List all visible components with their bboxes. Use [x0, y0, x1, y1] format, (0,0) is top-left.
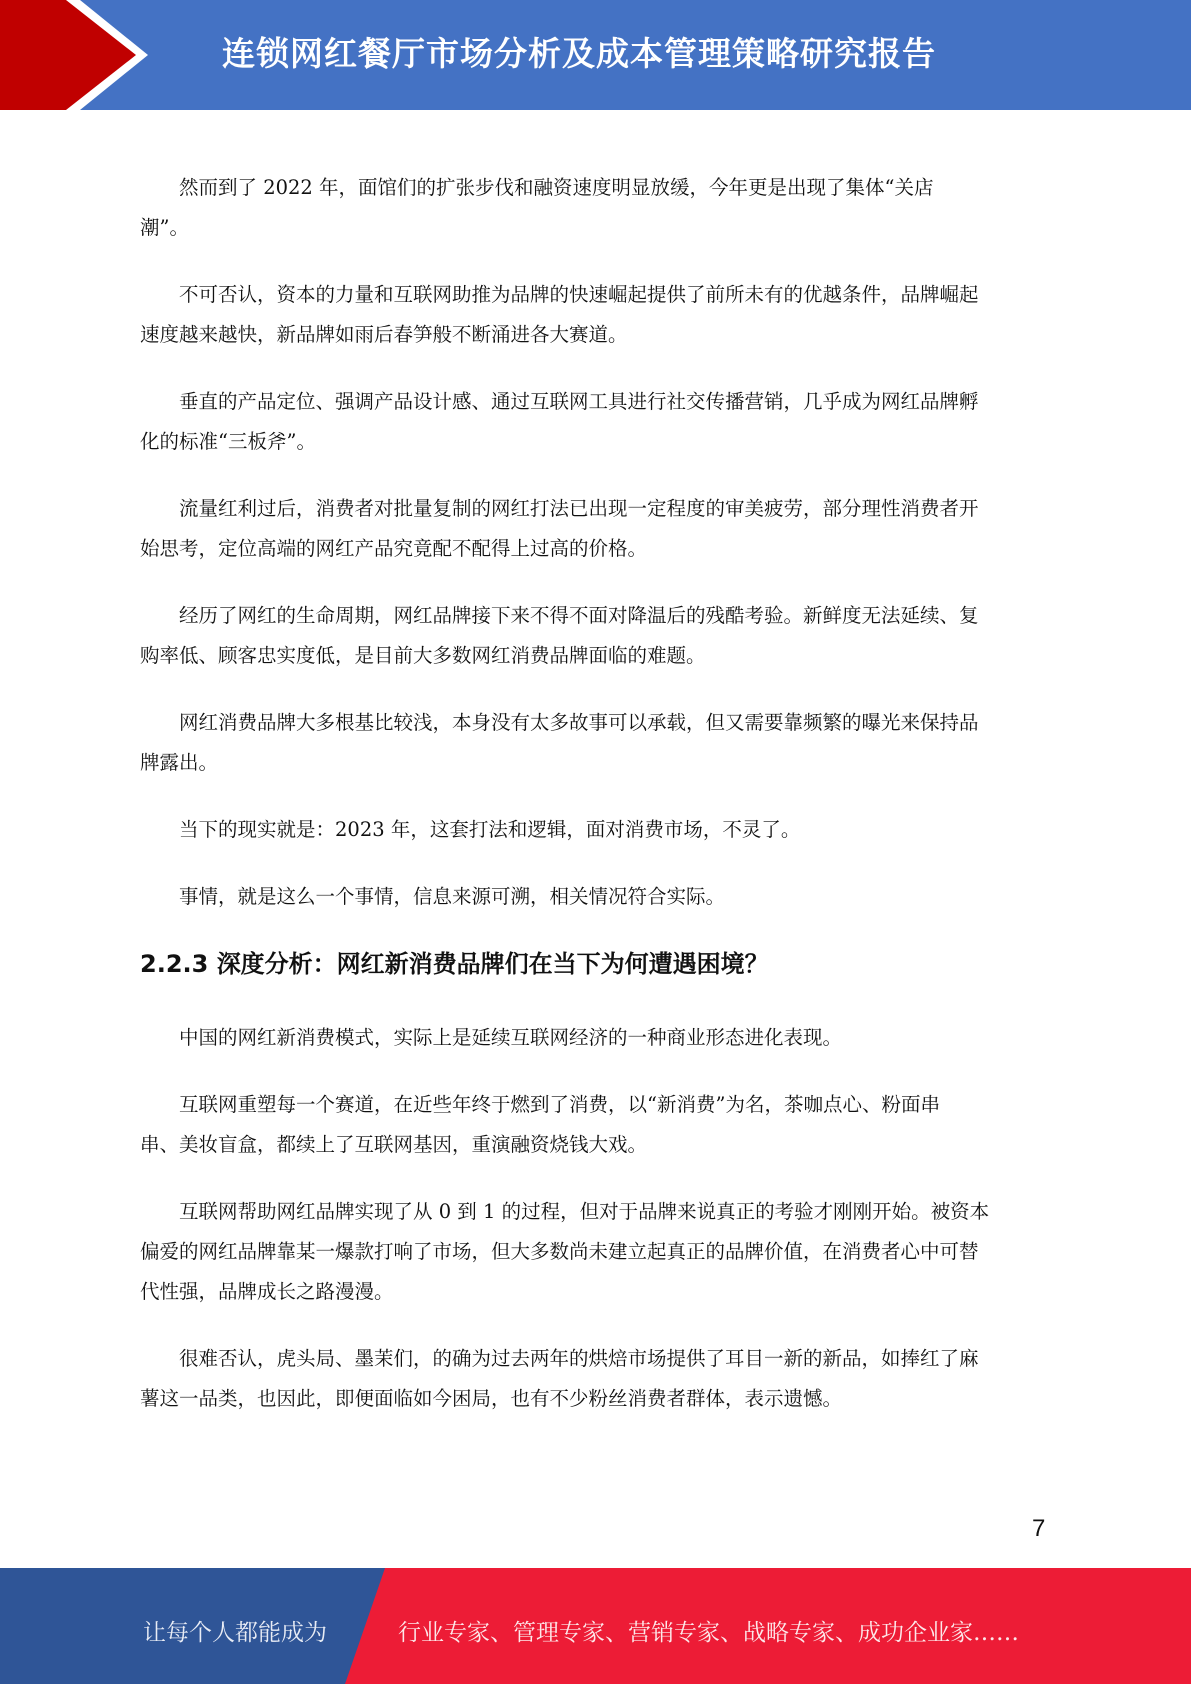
paragraph-line: 网红消费品牌大多根基比较浅，本身没有太多故事可以承载，但又需要靠频繁的曝光来保持品 — [179, 711, 979, 734]
paragraph-line: 不可否认，资本的力量和互联网助推为品牌的快速崛起提供了前所未有的优越条件，品牌崛起 — [179, 283, 979, 306]
paragraph-line: 潮”。 — [140, 216, 189, 239]
paragraph-line: 速度越来越快，新品牌如雨后春笋般不断涌进各大赛道。 — [140, 323, 628, 346]
paragraph-line: 始思考，定位高端的网红产品究竟配不配得上过高的价格。 — [140, 537, 648, 560]
paragraph-line: 互联网重塑每一个赛道，在近些年终于燃到了消费，以“新消费”为名，茶咖点心、粉面串 — [179, 1093, 940, 1116]
footer-slogan-left: 让每个人都能成为 — [143, 1620, 327, 1646]
paragraph-line: 偏爱的网红品牌靠某一爆款打响了市场，但大多数尚未建立起真正的品牌价值，在消费者心中可替 — [140, 1240, 979, 1263]
paragraph-line: 经历了网红的生命周期，网红品牌接下来不得不面对降温后的残酷考验。新鲜度无法延续、复 — [179, 604, 979, 627]
paragraph-line: 很难否认，虎头局、墨茉们，的确为过去两年的烘焙市场提供了耳目一新的新品，如捧红了麻 — [179, 1347, 979, 1370]
paragraph — [140, 703, 990, 783]
paragraph — [140, 382, 990, 462]
paragraph-line: 牌露出。 — [140, 751, 219, 774]
page-footer — [0, 1568, 1191, 1684]
paragraph — [140, 1085, 990, 1165]
page-header — [0, 0, 1191, 110]
paragraph — [140, 489, 990, 569]
paragraph — [140, 596, 990, 676]
paragraph-line: 互联网帮助网红品牌实现了从 0 到 1 的过程，但对于品牌来说真正的考验才刚刚开始。被资本 — [179, 1200, 990, 1223]
paragraph — [140, 877, 990, 917]
footer-slogan-right: 行业专家、管理专家、营销专家、战略专家、成功企业家…… — [398, 1620, 1019, 1646]
section-heading: 2.2.3 深度分析：网红新消费品牌们在当下为何遭遇困境？ — [140, 950, 769, 978]
header-arrow-decoration — [0, 0, 160, 110]
paragraph-line: 流量红利过后，消费者对批量复制的网红打法已出现一定程度的审美疲劳，部分理性消费者开 — [179, 497, 979, 520]
paragraph-line: 购率低、顾客忠实度低，是目前大多数网红消费品牌面临的难题。 — [140, 644, 706, 667]
paragraph — [140, 275, 990, 355]
paragraph — [140, 1339, 990, 1419]
paragraph-line: 中国的网红新消费模式，实际上是延续互联网经济的一种商业形态进化表现。 — [179, 1026, 843, 1049]
paragraph — [140, 810, 990, 850]
page-number: 7 — [1032, 1515, 1046, 1542]
paragraph-line: 串、美妆盲盒，都续上了互联网基因，重演融资烧钱大戏。 — [140, 1133, 648, 1156]
paragraph-line: 代性强，品牌成长之路漫漫。 — [140, 1280, 394, 1303]
paragraph-line: 当下的现实就是：2023 年，这套打法和逻辑，面对消费市场，不灵了。 — [179, 818, 801, 841]
paragraph-line: 事情，就是这么一个事情，信息来源可溯，相关情况符合实际。 — [179, 885, 726, 908]
paragraph-line: 然而到了 2022 年，面馆们的扩张步伐和融资速度明显放缓，今年更是出现了集体“关店 — [179, 176, 934, 199]
paragraph-line: 垂直的产品定位、强调产品设计感、通过互联网工具进行社交传播营销，几乎成为网红品牌孵 — [179, 390, 979, 413]
paragraph — [140, 1192, 990, 1312]
document-title: 连锁网红餐厅市场分析及成本管理策略研究报告 — [222, 34, 936, 73]
paragraph-line: 薯这一品类，也因此，即便面临如今困局，也有不少粉丝消费者群体，表示遗憾。 — [140, 1387, 843, 1410]
paragraph-line: 化的标准“三板斧”。 — [140, 430, 316, 453]
paragraph — [140, 168, 990, 248]
paragraph — [140, 1018, 990, 1058]
document-body — [140, 168, 990, 1446]
